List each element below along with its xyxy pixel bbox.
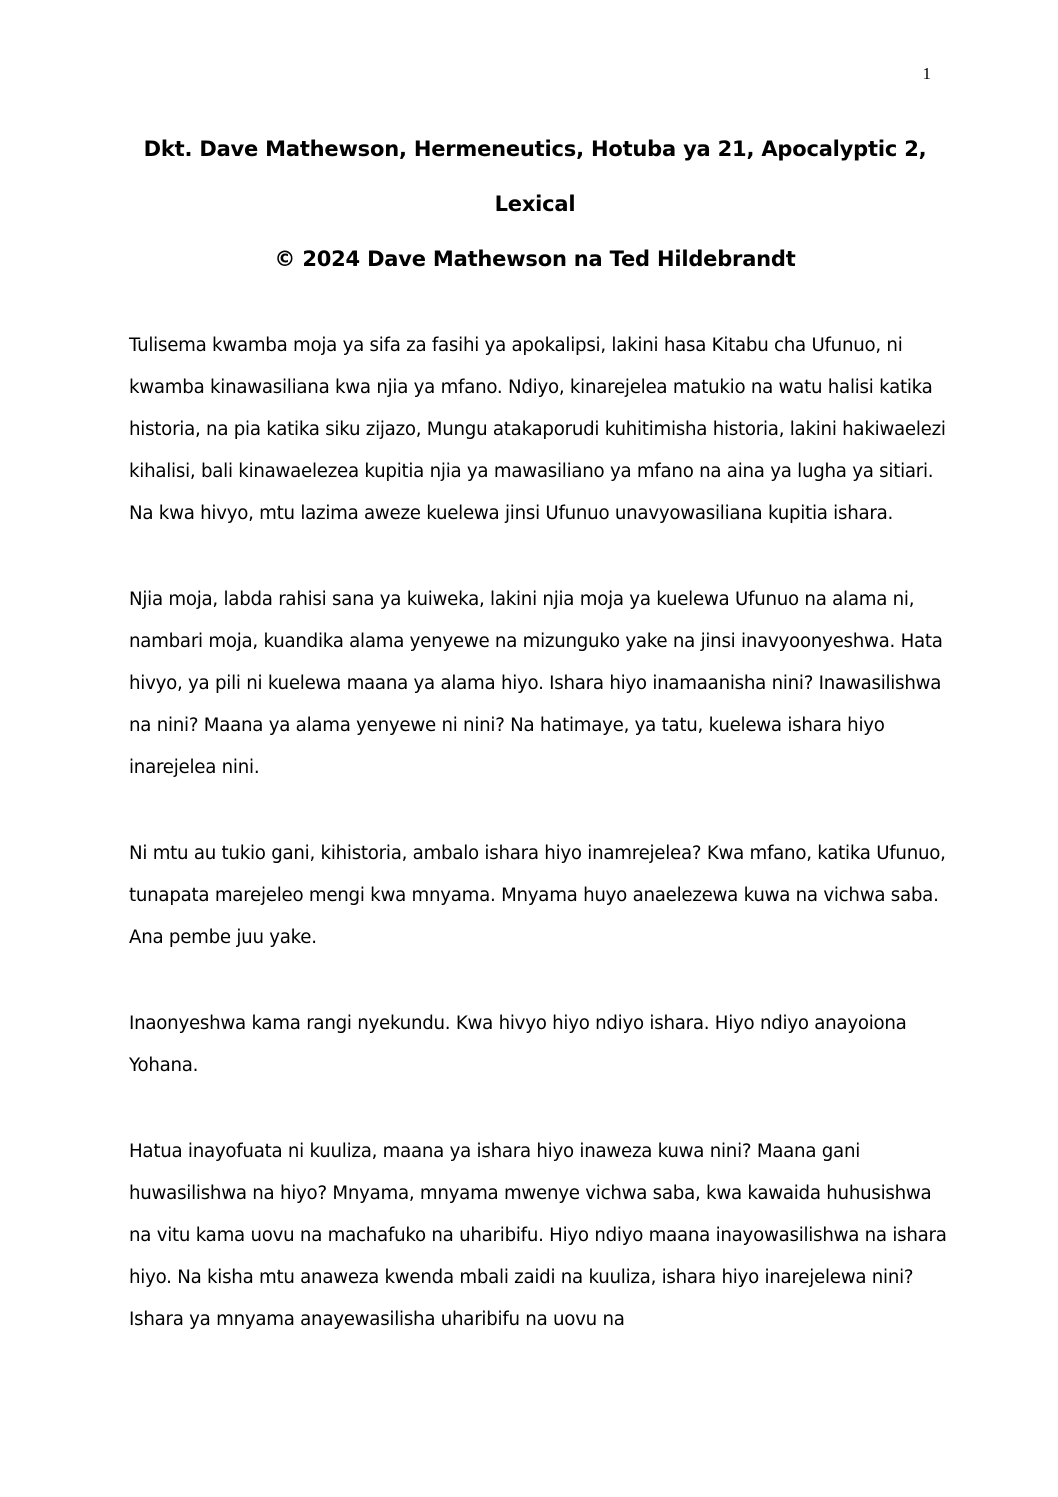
- copyright-line: © 2024 Dave Mathewson na Ted Hildebrandt: [274, 247, 796, 271]
- body-text: [129, 325, 949, 1385]
- paragraph: Hatua inayofuata ni kuuliza, maana ya ishara hiyo inaweza kuwa nini? Maana gani huwasilishwa na hiyo? Mnyama, mnyama mwenye vichwa saba, kwa kawaida huhusishwa na vitu kama uovu na machafuko na uharibifu. Hiyo ndiyo maana inayowasilishwa na ishara hiyo. Na kisha mtu anaweza kwenda mbali zaidi na kuuliza, ishara hiyo inarejelewa nini? Ishara ya mnyama anayewasilisha uharibifu na uovu na: [129, 1141, 947, 1330]
- document-title: [110, 122, 960, 287]
- page-number: 1: [922, 64, 931, 83]
- paragraph: Inaonyeshwa kama rangi nyekundu. Kwa hivyo hiyo ndiyo ishara. Hiyo ndiyo anayoiona Yohana.: [129, 1013, 907, 1076]
- paragraph: Njia moja, labda rahisi sana ya kuiweka, lakini njia moja ya kuelewa Ufunuo na alama ni, nambari moja, kuandika alama yenyewe na mizunguko yake na jinsi inavyoonyeshwa. Hata hivyo, ya pili ni kuelewa maana ya alama hiyo. Ishara hiyo inamaanisha nini? Inawasilishwa na nini? Maana ya alama yenyewe ni nini? Na hatimaye, ya tatu, kuelewa ishara hiyo inarejelea nini.: [129, 589, 943, 778]
- title-line-1: Dkt. Dave Mathewson, Hermeneutics, Hotuba ya 21, Apocalyptic 2,: [143, 137, 927, 161]
- paragraph: Ni mtu au tukio gani, kihistoria, ambalo ishara hiyo inamrejelea? Kwa mfano, katika Ufunuo, tunapata marejeleo mengi kwa mnyama. Mnyama huyo anaelezewa kuwa na vichwa saba. Ana pembe juu yake.: [129, 843, 946, 948]
- paragraph: Tulisema kwamba moja ya sifa za fasihi ya apokalipsi, lakini hasa Kitabu cha Ufunuo, ni kwamba kinawasiliana kwa njia ya mfano. Ndiyo, kinarejelea matukio na watu halisi katika historia, na pia katika siku zijazo, Mungu atakaporudi kuhitimisha historia, lakini hakiwaelezi kihalisi, bali kinawaelezea kupitia njia ya mawasiliano ya mfano na aina ya lugha ya sitiari. Na kwa hivyo, mtu lazima aweze kuelewa jinsi Ufunuo unavyowasiliana kupitia ishara.: [129, 335, 946, 524]
- title-line-2: Lexical: [494, 192, 576, 216]
